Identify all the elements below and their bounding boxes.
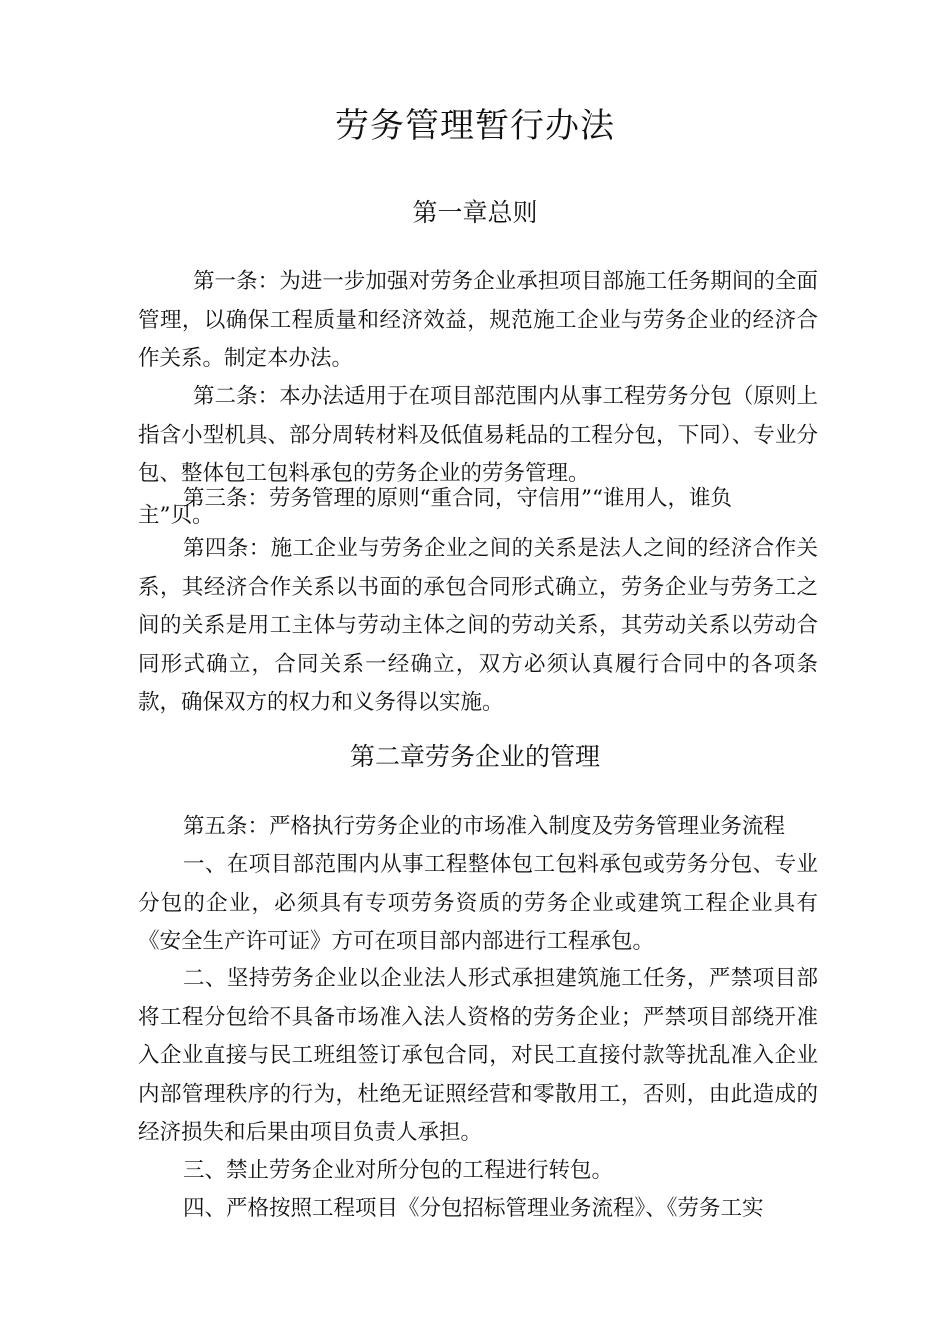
article-5: 第五条：严格执行劳务企业的市场准入制度及劳务管理业务流程	[183, 814, 786, 839]
article-5-item-3: 三、禁止劳务企业对所分包的工程进行转包。	[183, 1158, 614, 1183]
article-1: 第一条：为进一步加强对劳务企业承担项目部施工任务期间的全面管理，以确保工程质量和经济效益，规范施工企业与劳务企业的经济合作关系。制定本办法。	[138, 269, 818, 371]
article-3-line-1: 第三条：劳务管理的原则“重合同，守信用”“谁用人，谁负	[183, 486, 732, 511]
article-4: 第四条：施工企业与劳务企业之间的关系是法人之间的经济合作关系，其经济合作关系以书面的承包合同形式确立，劳务企业与劳务工之间的关系是用工主体与劳动主体之间的劳动关系，其劳动关系以劳动合同形式确立，合同关系一经确立，双方必须认真履行合同中的各项条款，确保双方的权力和义务得以实施。	[138, 536, 818, 715]
document-title: 劳务管理暂行办法	[335, 106, 615, 146]
article-5-item-2: 二、坚持劳务企业以企业法人形式承担建筑施工任务，严禁项目部将工程分包给不具备市场准入法人资格的劳务企业；严禁项目部绕开准入企业直接与民工班组签订承包合同，对民工直接付款等扰乱准入企业内部管理秩序的行为，杜绝无证照经营和零散用工，否则，由此造成的经济损失和后果由项目负责人承担。	[138, 966, 818, 1145]
chapter-2-heading: 第二章劳务企业的管理	[349, 742, 600, 771]
article-3-line-2: 主”贝。	[138, 503, 214, 528]
chapter-1-heading: 第一章总则	[412, 198, 538, 227]
article-5-item-4: 四、严格按照工程项目《分包招标管理业务流程》、《劳务工实	[183, 1196, 764, 1221]
article-2: 第二条：本办法适用于在项目部范围内从事工程劳务分包（原则上指含小型机具、部分周转材料及低值易耗品的工程分包，下同）、专业分包、整体包工包料承包的劳务企业的劳务管理。	[138, 384, 818, 486]
article-5-item-1: 一、在项目部范围内从事工程整体包工包料承包或劳务分包、专业分包的企业，必须具有专项劳务资质的劳务企业或建筑工程企业具有《安全生产许可证》方可在项目部内部进行工程承包。	[138, 852, 818, 954]
